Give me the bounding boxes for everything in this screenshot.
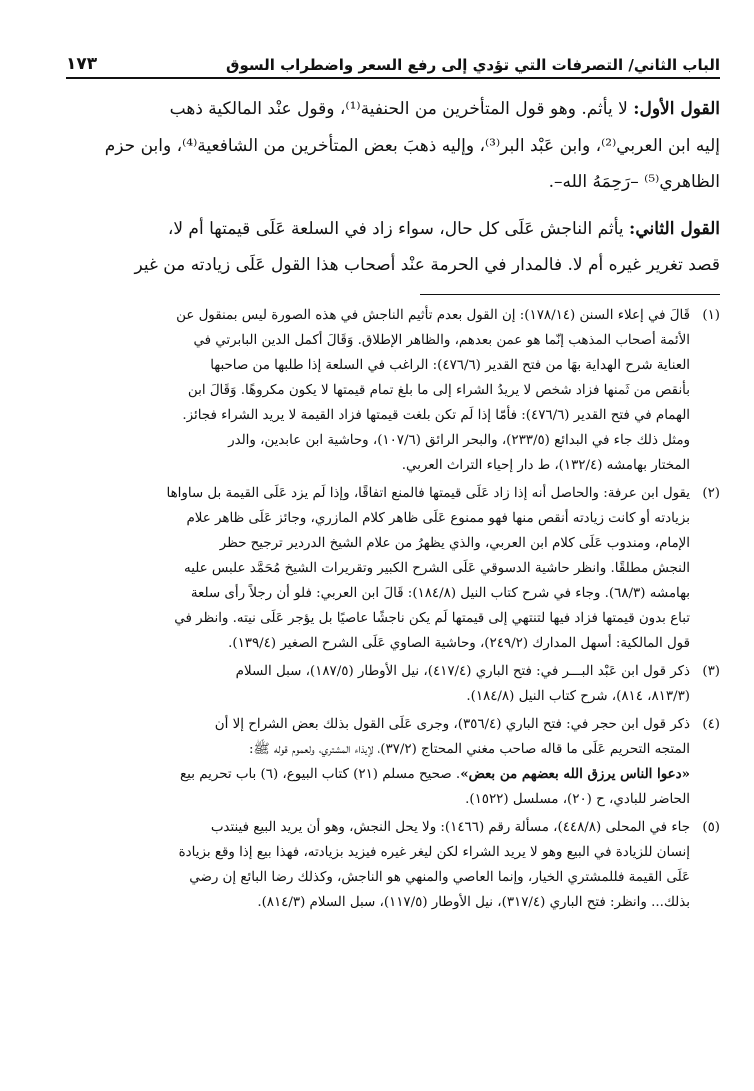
footnote-line: جاء في المحلى (٤٤٨/٨)، مسألة رقم (١٤٦٦): ولا يحل النجش، وهو أن يريد البيع فينتدب <box>210 819 690 835</box>
footnote-line: إنسان للزيادة في البيع وهو لا يريد الشراء لكن ليغر غيره فيزيد بزيادته، فهذا بيع إذا وقع بزيادة <box>178 844 690 860</box>
running-header <box>66 50 720 79</box>
footnote-line: ذكر قول ابن عَبْد البـــر في: فتح الباري (٤١٧/٤)، نيل الأوطار (١٨٧/٥)، سبل السلام <box>235 663 690 679</box>
footnote-number: (١) <box>702 307 720 323</box>
footnote-line: المختار بهامشه (١٣٢/٤)، ط دار إحياء التراث العربي. <box>401 457 690 473</box>
footnote-line: قول المالكية: أسهل المدارك (٢٤٩/٢)، وحاشية الصاوي عَلَى الشرح الصغير (١٣٩/٤). <box>228 635 690 651</box>
paragraph-second-opinion <box>66 211 720 284</box>
paragraph-lead: القول الأول: <box>633 99 720 119</box>
footnote-line: الهمام في فتح القدير (٤٧٦/٦): فأمّا إذا لَم تكن بلغت قيمتها فزاد القيمة لا يريد الشراء فجائز. <box>182 407 690 423</box>
footnote-line: المتجه التحريم عَلَى ما قاله صاحب مغني المحتاج (٣٧/٢)، لإيذاء المشتري، ولعموم قوله ﷺ: <box>249 741 690 757</box>
main-text <box>66 91 720 284</box>
footnote-line: ذكر قول ابن حجر في: فتح الباري (٣٥٦/٤)، وجرى عَلَى القول بذلك بعض الشراح إلا أن <box>214 716 690 732</box>
footnote-number: (٥) <box>702 819 720 835</box>
footnote-line: الأئمة أصحاب المذهب إنّما هو عمن بعدهم، والظاهر الإطلاق. وَقَالَ أكمل الدين البابرتي في <box>193 332 690 348</box>
footnote-2 <box>66 481 720 656</box>
footnote-line: (٨١٣/٣، ٨١٤)، شرح كتاب النيل (١٨٤/٨). <box>466 688 690 704</box>
footnote-4 <box>66 712 720 812</box>
footnote-number: (٣) <box>702 663 720 679</box>
footnote-line: الإمام، ومندوب عَلَى كلام ابن العربي، والذي يظهرُ من علام الشيخ الدردير ترجيح حظر <box>219 535 690 551</box>
hadith-quote: «دعوا الناس يرزق الله بعضهم من بعض» <box>460 765 690 782</box>
text-line: القول الأول: لا يأثم. وهو قول المتأخرين من الحنفية⁽¹⁾، وقول عنْد المالكية ذهب <box>169 99 720 119</box>
footnote-1 <box>66 303 720 478</box>
paragraph-first-opinion <box>66 91 720 201</box>
text-line: القول الثاني: يأثم الناجش عَلَى كل حال، سواء زاد في السلعة عَلَى قيمتها أم لا، <box>167 218 720 239</box>
footnote-5 <box>66 815 720 915</box>
footnote-line: بهامشه (٦٨/٣). وجاء في شرح كتاب النيل (١٨٤/٨): قَالَ ابن العربي: فلو أن رجلاً رأى سلعة <box>190 585 690 601</box>
footnote-line: عَلَى القيمة فللمشتري الخيار، وإنما العاصي والمنهي هو الناجش، وكذلك رضا البائع إن رضي <box>189 869 690 885</box>
text-line: إليه ابن العربي⁽²⁾، وابن عَبْد البر⁽³⁾، وإليه ذهبَ بعض المتأخرين من الشافعية⁽⁴⁾، وابن حزم <box>104 135 720 156</box>
footnote-number: (٤) <box>702 716 720 732</box>
footnote-line: بذلك... وانظر: فتح الباري (٣١٧/٤)، نيل الأوطار (١١٧/٥)، سبل السلام (٨١٤/٣). <box>257 894 690 910</box>
footnote-line-hadith <box>66 762 690 787</box>
footnotes <box>66 303 720 915</box>
book-page <box>66 50 720 918</box>
footnote-line: يقول ابن عرفة: والحاصل أنه إذا زاد عَلَى قيمتها فالمنع اتفاقًا، وإذا لَم يزد عَلَى القيمة بل ساواها <box>166 485 690 501</box>
footnote-line: بأنقص من ثَمنها فزاد شخص لا يريدُ الشراء إلى ما بلغ تمام قيمتها لا يكون مكروهًا. وَقَالَ ابن <box>187 382 690 398</box>
text-line: قصد تغرير غيره أم لا. فالمدار في الحرمة عنْد أصحاب هذا القول عَلَى زيادته من غير <box>134 255 720 275</box>
footnote-line: النجش مطلقًا. وانظر حاشية الدسوقي عَلَى الشرح الكبير وتقريرات الشيخ مُحَمَّد علبس عليه <box>184 560 690 576</box>
footnote-number: (٢) <box>702 485 720 501</box>
chapter-title: الباب الثاني/ التصرفات التي تؤدي إلى رفع السعر واضطراب السوق <box>226 56 720 74</box>
paragraph-lead: القول الثاني: <box>629 218 720 239</box>
footnote-line: العناية شرح الهداية بهَا من فتح القدير (٤٧٦/٦): الراغب في السلعة إذا طلبها من صاحبها <box>210 357 690 373</box>
footnote-line: قَالَ في إعلاء السنن (١٧٨/١٤): إن القول بعدم تأثيم الناجش في هذه الصورة ليس بمنقول عن <box>176 307 690 323</box>
footnote-3 <box>66 659 720 709</box>
footnote-line: ومثل ذلك جاء في البدائع (٢٣٣/٥)، والبحر الرائق (١٠٧/٦)، وحاشية ابن عابدين، والدر <box>228 432 690 448</box>
footnote-line: الحاضر للبادي، ح (٢٠)، مسلسل (١٥٢٢). <box>465 791 690 807</box>
footnote-line: تباع بدون قيمتها فزاد فيها لتنتهي إلى قيمتها لَم يكن ناجشًا عاصيًا بل يؤجر عَلَى نيته. وانظر في <box>174 610 690 626</box>
footnote-separator <box>420 294 720 295</box>
text-line: الظاهري⁽⁵⁾ –رَحِمَهُ الله–. <box>548 172 720 192</box>
hadith-reference: . صحيح مسلم (٢١) كتاب البيوع، (٦) باب تحريم بيع <box>180 766 461 782</box>
footnote-line: بزيادته أو كانت زيادته أنقص منها فهو ممنوع عَلَى ظاهر كلام المازري، وجائز عَلَى ظاهر علام <box>186 510 690 526</box>
page-number: ١٧٣ <box>66 54 98 74</box>
